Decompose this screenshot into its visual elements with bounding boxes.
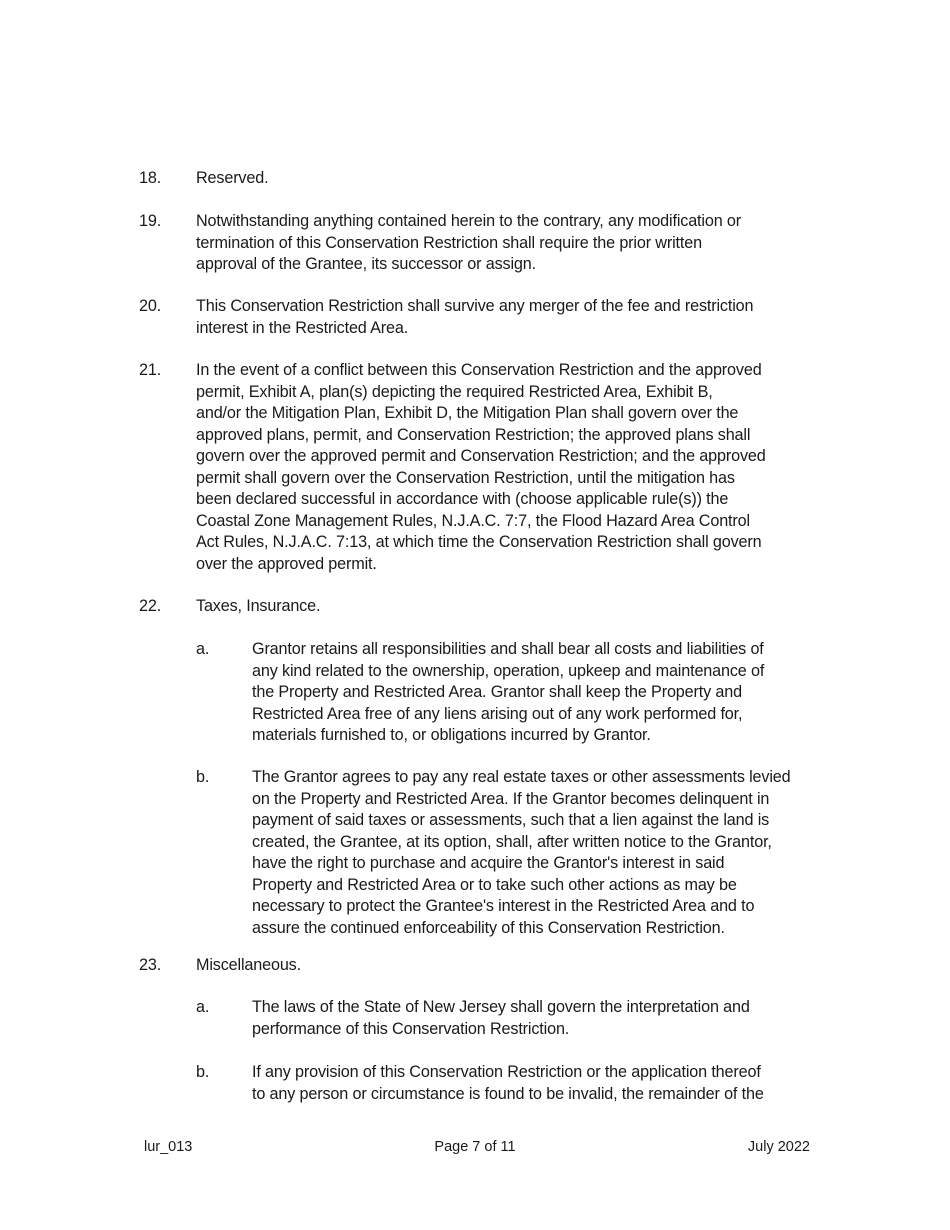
text-line: to any person or circumstance is found to be invalid, the remainder of the	[252, 1084, 764, 1103]
text-line: any kind related to the ownership, operation, upkeep and maintenance of	[252, 661, 765, 680]
text-line: created, the Grantee, at its option, shall, after written notice to the Grantor,	[252, 832, 772, 851]
subsection-letter: a.	[196, 998, 210, 1016]
text-line: been declared successful in accordance with (choose applicable rule(s)) the	[196, 490, 729, 508]
section-number: 22.	[139, 597, 162, 615]
text-line: performance of this Conservation Restriction.	[252, 1019, 570, 1038]
text-line: Restricted Area free of any liens arising out of any work performed for,	[252, 704, 743, 723]
section-text	[196, 296, 753, 339]
section-number: 18.	[139, 169, 162, 187]
text-line: approved plans, permit, and Conservation Restriction; the approved plans shall	[196, 425, 751, 444]
footer-page-number: Page 7 of 11	[434, 1139, 516, 1155]
text-line: payment of said taxes or assessments, such that a lien against the land is	[252, 811, 770, 829]
text-line: In the event of a conflict between this Conservation Restriction and the approved	[196, 361, 762, 379]
subsection-text	[252, 639, 764, 747]
text-line: Notwithstanding anything contained herein to the contrary, any modification or	[196, 212, 741, 230]
section-text	[196, 955, 301, 977]
text-line: over the approved permit.	[196, 554, 377, 573]
subsection-text	[252, 1062, 764, 1105]
footer-document-id: lur_013	[144, 1139, 193, 1155]
text-line: necessary to protect the Grantee's interest in the Restricted Area and to	[252, 897, 755, 915]
text-line: interest in the Restricted Area.	[196, 318, 409, 337]
text-line: Miscellaneous.	[196, 956, 301, 974]
text-line: materials furnished to, or obligations incurred by Grantor.	[252, 726, 651, 744]
text-line: The Grantor agrees to pay any real estate taxes or other assessments levied	[252, 768, 791, 786]
subsection-letter: a.	[196, 640, 210, 658]
text-line: approval of the Grantee, its successor or assign.	[196, 255, 536, 273]
text-line: on the Property and Restricted Area. If the Grantor becomes delinquent in	[252, 789, 770, 808]
text-line: permit, Exhibit A, plan(s) depicting the required Restricted Area, Exhibit B,	[196, 382, 713, 401]
text-line: permit shall govern over the Conservation Restriction, until the mitigation has	[196, 468, 735, 487]
subsection-letter: b.	[196, 768, 210, 786]
text-line: govern over the approved permit and Conservation Restriction; and the approved	[196, 447, 766, 465]
text-line: the Property and Restricted Area. Grantor shall keep the Property and	[252, 683, 742, 701]
section-text	[196, 168, 268, 190]
text-line: This Conservation Restriction shall survive any merger of the fee and restriction	[196, 297, 754, 315]
section-text	[196, 360, 766, 575]
text-line: and/or the Mitigation Plan, Exhibit D, the Mitigation Plan shall govern over the	[196, 404, 739, 422]
text-line: Grantor retains all responsibilities and shall bear all costs and liabilities of	[252, 640, 764, 658]
text-line: The laws of the State of New Jersey shall govern the interpretation and	[252, 998, 750, 1016]
text-line: Act Rules, N.J.A.C. 7:13, at which time the Conservation Restriction shall govern	[196, 533, 762, 551]
section-number: 21.	[139, 361, 162, 379]
section-number: 19.	[139, 212, 162, 230]
text-line: have the right to purchase and acquire the Grantor's interest in said	[252, 854, 725, 872]
section-text	[196, 211, 741, 276]
text-line: If any provision of this Conservation Restriction or the application thereof	[252, 1063, 761, 1081]
section-number: 23.	[139, 956, 162, 974]
footer-date: July 2022	[747, 1139, 810, 1155]
text-line: Reserved.	[196, 169, 269, 187]
section-text	[196, 596, 320, 618]
text-line: assure the continued enforceability of this Conservation Restriction.	[252, 918, 725, 937]
subsection-text	[252, 997, 750, 1040]
subsection-letter: b.	[196, 1063, 210, 1081]
text-line: Taxes, Insurance.	[196, 597, 321, 615]
text-line: termination of this Conservation Restriction shall require the prior written	[196, 233, 702, 252]
section-number: 20.	[139, 297, 162, 315]
text-line: Coastal Zone Management Rules, N.J.A.C. 7:7, the Flood Hazard Area Control	[196, 511, 750, 530]
subsection-text	[252, 767, 791, 939]
text-line: Property and Restricted Area or to take such other actions as may be	[252, 875, 737, 894]
